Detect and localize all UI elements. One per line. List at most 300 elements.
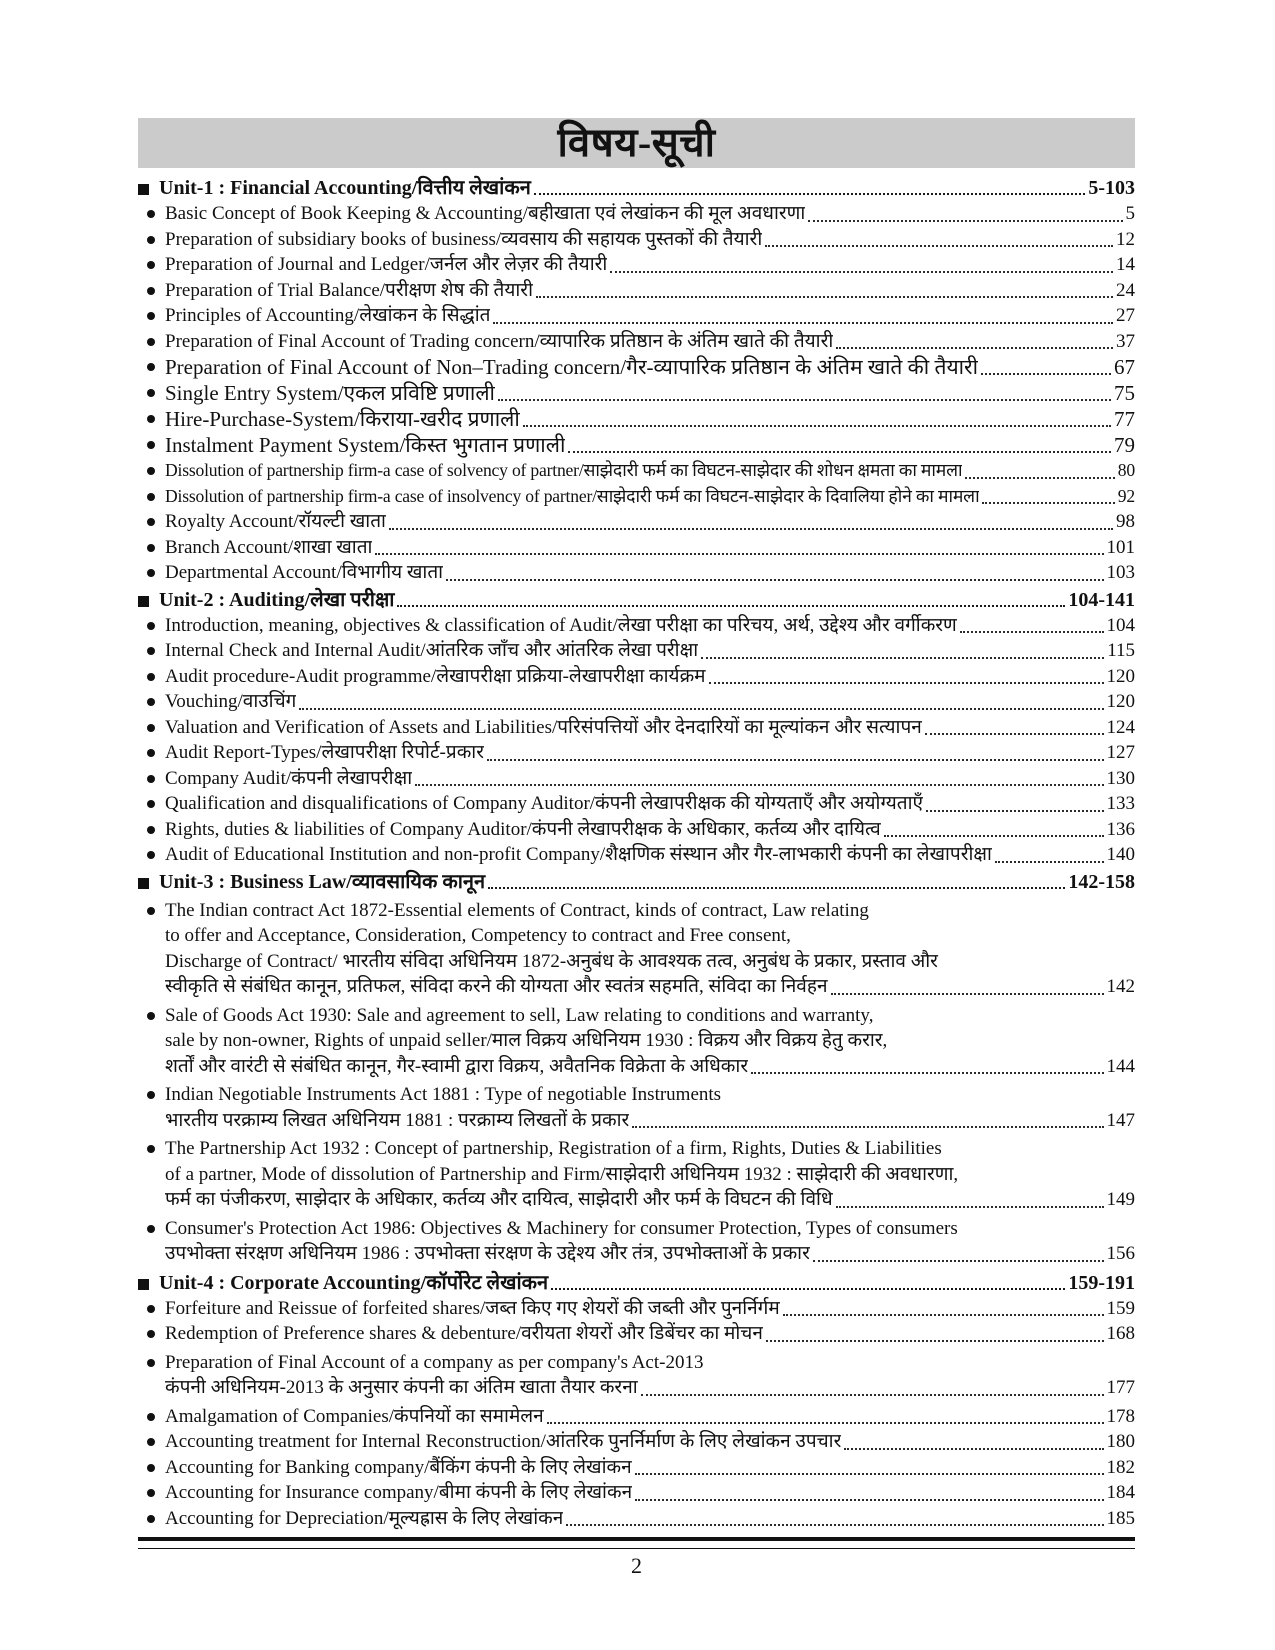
toc-item-text: Preparation of Final Account of Trading concern/व्यापारिक प्रतिष्ठान के अंतिम खाते की तैयारी	[165, 330, 834, 352]
toc-item-text: स्वीकृति से संबंधित कानून, प्रतिफल, संविदा करने की योग्यता और स्वतंत्र सहमति, संविदा का निर्वहन	[165, 976, 828, 997]
toc-item-page: 27	[1116, 305, 1135, 326]
toc-item-text: Audit Report-Types/लेखापरीक्षा रिपोर्ट-प्रकार	[165, 742, 484, 763]
toc-item-lastline	[165, 664, 1135, 690]
toc-item-lastline	[165, 1404, 1135, 1430]
bullet-icon	[138, 1216, 165, 1267]
toc-item-body	[165, 689, 1135, 715]
toc-item	[138, 303, 1135, 329]
dot-leader	[415, 783, 1103, 786]
toc-item-body	[165, 329, 1135, 355]
toc-item-page: 159	[1106, 1297, 1135, 1319]
unit-heading	[138, 175, 1135, 201]
dot-leader	[547, 1421, 1104, 1424]
toc-item-body	[165, 1404, 1135, 1430]
toc-item-body	[165, 766, 1135, 792]
toc-item	[138, 432, 1135, 458]
dot-leader	[808, 219, 1122, 222]
toc-item	[138, 715, 1135, 741]
toc-item-page: 120	[1106, 691, 1135, 712]
toc-item	[138, 842, 1135, 868]
toc-item-text: Departmental Account/विभागीय खाता	[165, 562, 444, 583]
toc-item-lastline	[165, 303, 1135, 329]
bullet-icon	[138, 406, 165, 432]
bullet-icon	[138, 432, 165, 458]
dot-leader	[844, 1447, 1103, 1450]
bullet-icon	[138, 354, 165, 380]
toc-item-body	[165, 380, 1135, 406]
toc-item-text: Accounting for Insurance company/बीमा कंपनी के लिए लेखांकन	[165, 1482, 633, 1503]
dot-leader	[995, 860, 1104, 863]
toc-item-body	[165, 406, 1135, 432]
toc-item-text: Amalgamation of Companies/कंपनियों का समामेलन	[165, 1405, 544, 1427]
toc-item-text: Company Audit/कंपनी लेखापरीक्षा	[165, 767, 413, 789]
dot-leader	[610, 270, 1113, 273]
toc-item-text: Accounting for Banking company/बैंकिंग कंपनी के लिए लेखांकन	[165, 1456, 632, 1478]
unit-heading	[138, 587, 1135, 613]
bullet-icon	[138, 1296, 165, 1322]
dot-leader	[709, 681, 1104, 684]
toc-item-page: 178	[1106, 1405, 1135, 1427]
dot-leader	[765, 244, 1113, 247]
toc-item-page: 77	[1114, 407, 1135, 431]
toc-item-body	[165, 354, 1135, 380]
toc-item-page: 180	[1106, 1431, 1135, 1452]
toc-item-line: of a partner, Mode of dissolution of Partnership and Firm/साझेदारी अधिनियम 1932 : साझेदारी की अवधारणा,	[165, 1163, 959, 1185]
toc-item	[138, 740, 1135, 766]
bullet-icon	[138, 638, 165, 664]
toc-item	[138, 689, 1135, 715]
unit-page-range: 104-141	[1068, 588, 1135, 611]
toc-item-lastline	[165, 1241, 1135, 1267]
bullet-icon	[138, 740, 165, 766]
dot-leader	[493, 321, 1113, 324]
toc-item-body	[165, 791, 1135, 817]
bullet-icon	[138, 613, 165, 639]
page-number: 2	[631, 1553, 642, 1578]
toc-item	[138, 227, 1135, 253]
toc-item-text: Accounting for Depreciation/मूल्यह्रास के लिए लेखांकन	[165, 1507, 564, 1529]
toc-item-lastline	[165, 509, 1135, 535]
toc-item-page: 120	[1106, 665, 1135, 687]
toc-item-text: Instalment Payment System/किस्त भुगतान प्रणाली	[165, 433, 566, 457]
bullet-icon	[138, 560, 165, 586]
page-title-banner	[138, 118, 1135, 168]
toc-item-body	[165, 1350, 1135, 1401]
dot-leader	[568, 450, 1111, 453]
bullet-icon	[138, 1003, 165, 1080]
bullet-icon	[138, 509, 165, 535]
dot-leader	[299, 707, 1103, 710]
toc-item-body	[165, 1082, 1135, 1133]
toc-item	[138, 1506, 1135, 1532]
toc-item-line: Preparation of Final Account of a company as per company's Act-2013	[165, 1351, 704, 1373]
toc-item-line: The Indian contract Act 1872-Essential elements of Contract, kinds of contract, Law relating	[165, 899, 869, 921]
toc-item-text: Principles of Accounting/लेखांकन के सिद्धांत	[165, 305, 491, 326]
toc-item	[138, 766, 1135, 792]
toc-item	[138, 1136, 1135, 1213]
toc-item-body	[165, 1506, 1135, 1532]
toc-item-body	[165, 898, 1135, 1000]
toc-item	[138, 1350, 1135, 1401]
toc-item	[138, 278, 1135, 304]
unit-square-icon	[138, 587, 159, 613]
toc-item-lastline	[165, 252, 1135, 278]
unit-square-icon	[138, 175, 159, 201]
toc-item-text: Basic Concept of Book Keeping & Accounting/बहीखाता एवं लेखांकन की मूल अवधारणा	[165, 203, 806, 224]
dot-leader	[836, 1205, 1104, 1208]
bullet-icon	[138, 1321, 165, 1347]
bullet-icon	[138, 252, 165, 278]
toc-item	[138, 1455, 1135, 1481]
toc-item-page: 136	[1106, 818, 1135, 840]
toc-item-page: 130	[1106, 767, 1135, 789]
toc-item-lastline	[165, 638, 1135, 664]
toc-item-lastline	[165, 1321, 1135, 1347]
toc-item-page: 168	[1106, 1323, 1135, 1344]
toc-item-text: Royalty Account/रॉयल्टी खाता	[165, 511, 386, 532]
toc-item-lastline	[165, 1054, 1135, 1080]
bullet-icon	[138, 1506, 165, 1532]
toc-item-text: Audit of Educational Institution and non-profit Company/शैक्षणिक संस्थान और गैर-लाभकारी कंपनी का लेखापरीक्षा	[165, 844, 992, 865]
toc-item-lastline	[165, 432, 1135, 458]
bullet-icon	[138, 201, 165, 227]
toc-item-body	[165, 1321, 1135, 1347]
toc-item-lastline	[165, 1480, 1135, 1506]
toc-item-lastline	[165, 458, 1135, 484]
toc-item-page: 144	[1106, 1055, 1135, 1077]
toc-item-page: 5	[1125, 203, 1135, 224]
dot-leader	[751, 1071, 1103, 1074]
toc-item-body	[165, 817, 1135, 843]
toc-item-lastline	[165, 484, 1135, 510]
dot-leader	[960, 630, 1104, 633]
toc-item-text: Redemption of Preference shares & debenture/वरीयता शेयरों और डिबेंचर का मोचन	[165, 1323, 763, 1344]
unit-page-range: 5-103	[1088, 177, 1135, 199]
toc-item-body	[165, 715, 1135, 741]
toc-item-page: 75	[1114, 381, 1135, 405]
toc-item	[138, 1429, 1135, 1455]
toc-item	[138, 817, 1135, 843]
toc-item-text: Introduction, meaning, objectives & classification of Audit/लेखा परीक्षा का परिचय, अर्थ, उद्देश्य और वर्गीकरण	[165, 614, 957, 636]
unit-title: Unit-2 : Auditing/लेखा परीक्षा	[159, 588, 395, 611]
toc-item-lastline	[165, 689, 1135, 715]
dot-leader	[498, 398, 1111, 401]
footer-rule	[138, 1537, 1135, 1549]
toc-item-text: Forfeiture and Reissue of forfeited shares/जब्त किए गए शेयरों की जब्ती और पुनर्निर्गम	[165, 1297, 780, 1319]
toc-item-body	[165, 1455, 1135, 1481]
bullet-icon	[138, 715, 165, 741]
bullet-icon	[138, 1082, 165, 1133]
toc-item-page: 182	[1106, 1456, 1135, 1478]
toc-item-page: 79	[1114, 433, 1135, 457]
toc-item-text: Rights, duties & liabilities of Company Auditor/कंपनी लेखापरीक्षक के अधिकार, कर्तव्य और दायित्व	[165, 818, 881, 840]
unit-page-range: 159-191	[1068, 1271, 1135, 1294]
toc-item-page: 177	[1106, 1377, 1135, 1398]
dot-leader	[965, 476, 1114, 479]
toc-item-line: The Partnership Act 1932 : Concept of partnership, Registration of a firm, Rights, Duties & Liabilities	[165, 1138, 942, 1159]
toc-item-lastline	[165, 227, 1135, 253]
dot-leader	[446, 578, 1103, 581]
dot-leader	[523, 424, 1111, 427]
toc-item	[138, 1003, 1135, 1080]
toc-item-lastline	[165, 766, 1135, 792]
dot-leader	[926, 809, 1103, 812]
toc-item-body	[165, 509, 1135, 535]
toc-item-page: 185	[1106, 1507, 1135, 1529]
toc-item-page: 149	[1106, 1189, 1135, 1210]
toc-item	[138, 329, 1135, 355]
bullet-icon	[138, 484, 165, 510]
toc-item-body	[165, 303, 1135, 329]
dot-leader	[632, 1125, 1103, 1128]
toc-item-lastline	[165, 1296, 1135, 1322]
dot-leader	[641, 1393, 1104, 1396]
toc-item-body	[165, 638, 1135, 664]
dot-leader	[831, 992, 1104, 995]
toc-item-text: Preparation of subsidiary books of business/व्यवसाय की सहायक पुस्तकों की तैयारी	[165, 228, 763, 250]
toc-item-text: Qualification and disqualifications of Company Auditor/कंपनी लेखापरीक्षक की योग्यताएँ और अयोग्यताएँ	[165, 793, 924, 814]
toc-item-lastline	[165, 1187, 1135, 1213]
toc-item-body	[165, 1136, 1135, 1213]
unit-title: Unit-4 : Corporate Accounting/कॉर्पोरेट लेखांकन	[159, 1271, 549, 1294]
toc-item-body	[165, 432, 1135, 458]
toc-item-page: 67	[1114, 355, 1135, 379]
toc-item-lastline	[165, 560, 1135, 586]
toc-item	[138, 535, 1135, 561]
bullet-icon	[138, 842, 165, 868]
toc-item-text: भारतीय परक्राम्य लिखत अधिनियम 1881 : परक्राम्य लिखतों के प्रकार	[165, 1109, 630, 1131]
dot-leader	[813, 1259, 1104, 1262]
toc-item-page: 14	[1116, 254, 1135, 275]
toc-item	[138, 406, 1135, 432]
toc-item-body	[165, 252, 1135, 278]
toc-item-lastline	[165, 1455, 1135, 1481]
toc-item-body	[165, 842, 1135, 868]
toc-item	[138, 1296, 1135, 1322]
dot-leader	[925, 732, 1104, 735]
toc-item-text: Preparation of Final Account of Non–Trading concern/गैर-व्यापारिक प्रतिष्ठान के अंतिम खाते की तैयारी	[165, 355, 979, 379]
toc-item-lastline	[165, 715, 1135, 741]
toc-item-text: Branch Account/शाखा खाता	[165, 536, 373, 558]
dot-leader	[488, 886, 1065, 889]
toc-item-lastline	[165, 1108, 1135, 1134]
toc-item-page: 147	[1106, 1109, 1135, 1131]
toc-item-body	[165, 1480, 1135, 1506]
bullet-icon	[138, 227, 165, 253]
toc-item-text: उपभोक्ता संरक्षण अधिनियम 1986 : उपभोक्ता संरक्षण के उद्देश्य और तंत्र, उपभोक्ताओं के प्रकार	[165, 1243, 810, 1264]
dot-leader	[701, 656, 1104, 659]
toc-item-body	[165, 1216, 1135, 1267]
bullet-icon	[138, 458, 165, 484]
bullet-icon	[138, 535, 165, 561]
toc-item-lastline	[165, 535, 1135, 561]
toc-item-page: 156	[1106, 1243, 1135, 1264]
toc-item-page: 24	[1116, 279, 1135, 301]
bullet-icon	[138, 1429, 165, 1455]
toc-item-body	[165, 1296, 1135, 1322]
toc-item	[138, 252, 1135, 278]
toc-item-text: Audit procedure-Audit programme/लेखापरीक्षा प्रक्रिया-लेखापरीक्षा कार्यक्रम	[165, 665, 706, 687]
toc-item-lastline	[165, 791, 1135, 817]
toc-item-lastline	[165, 278, 1135, 304]
toc-item-page: 104	[1106, 614, 1135, 636]
toc-item	[138, 484, 1135, 510]
toc-item-text: Single Entry System/एकल प्रविष्टि प्रणाली	[165, 381, 495, 405]
bullet-icon	[138, 1480, 165, 1506]
toc-item-page: 37	[1116, 330, 1135, 352]
toc-item-text: Accounting treatment for Internal Reconstruction/आंतरिक पुनर्निर्माण के लिए लेखांकन उपचार	[165, 1431, 842, 1452]
bullet-icon	[138, 664, 165, 690]
toc-item-page: 80	[1117, 460, 1135, 480]
dot-leader	[536, 295, 1113, 298]
toc-item	[138, 354, 1135, 380]
dot-leader	[766, 1339, 1104, 1342]
toc-item	[138, 201, 1135, 227]
toc-item-page: 92	[1117, 485, 1135, 506]
bullet-icon	[138, 898, 165, 1000]
toc-item-page: 101	[1106, 536, 1135, 558]
unit-title: Unit-3 : Business Law/व्यावसायिक कानून	[159, 870, 486, 893]
bullet-icon	[138, 791, 165, 817]
toc-item-lastline	[165, 740, 1135, 766]
toc-item	[138, 613, 1135, 639]
toc-item-body	[165, 458, 1135, 484]
toc-item-line: Indian Negotiable Instruments Act 1881 : Type of negotiable Instruments	[165, 1084, 722, 1105]
toc-item-lastline	[165, 842, 1135, 868]
toc-item	[138, 1216, 1135, 1267]
dot-leader	[389, 527, 1113, 530]
toc-item-line: Sale of Goods Act 1930: Sale and agreement to sell, Law relating to conditions and warranty,	[165, 1004, 874, 1026]
unit-title: Unit-1 : Financial Accounting/वित्तीय लेखांकन	[159, 177, 531, 199]
unit-heading	[138, 1270, 1135, 1296]
toc-item-body	[165, 201, 1135, 227]
toc-item-body	[165, 613, 1135, 639]
page-title: विषय-सूची	[557, 120, 716, 165]
dot-leader	[982, 501, 1114, 504]
toc-item-body	[165, 664, 1135, 690]
bullet-icon	[138, 817, 165, 843]
toc-item-lastline	[165, 1429, 1135, 1455]
toc-item	[138, 1082, 1135, 1133]
toc-item	[138, 509, 1135, 535]
dot-leader	[551, 1287, 1065, 1290]
toc-item-text: Preparation of Journal and Ledger/जर्नल और लेज़र की तैयारी	[165, 254, 608, 275]
toc-item-lastline	[165, 974, 1135, 1000]
toc-item-text: शर्तों और वारंटी से संबंधित कानून, गैर-स्वामी द्वारा विक्रय, अवैतनिक विक्रेता के अधिकार	[165, 1055, 749, 1077]
dot-leader	[783, 1313, 1104, 1316]
toc-item-page: 140	[1106, 844, 1135, 865]
toc-item-body	[165, 227, 1135, 253]
toc-item-body	[165, 560, 1135, 586]
bullet-icon	[138, 303, 165, 329]
toc-item-lastline	[165, 380, 1135, 406]
bullet-icon	[138, 1404, 165, 1430]
toc-item-lastline	[165, 354, 1135, 380]
dot-leader	[534, 192, 1086, 195]
toc-item-body	[165, 484, 1135, 510]
toc-item-line: sale by non-owner, Rights of unpaid seller/माल विक्रय अधिनियम 1930 : विक्रय और विक्रय हेतु करार,	[165, 1030, 888, 1051]
toc-item-page: 133	[1106, 793, 1135, 814]
toc-item-lastline	[165, 613, 1135, 639]
toc-item-page: 103	[1106, 562, 1135, 583]
toc-item-text: Hire-Purchase-System/किराया-खरीद प्रणाली	[165, 407, 520, 431]
toc-item-lastline	[165, 406, 1135, 432]
toc-item	[138, 380, 1135, 406]
bullet-icon	[138, 329, 165, 355]
toc-item-line: Consumer's Protection Act 1986: Objectives & Machinery for consumer Protection, Types of consumers	[165, 1217, 958, 1239]
dot-leader	[635, 1498, 1103, 1501]
toc-item-page: 98	[1116, 511, 1135, 532]
bullet-icon	[138, 689, 165, 715]
dot-leader	[566, 1523, 1103, 1526]
unit-heading	[138, 869, 1135, 895]
toc-item	[138, 1480, 1135, 1506]
unit-square-icon	[138, 1270, 159, 1296]
toc-item-page: 184	[1106, 1482, 1135, 1503]
toc-item-lastline	[165, 1375, 1135, 1401]
toc-item	[138, 458, 1135, 484]
toc-item	[138, 898, 1135, 1000]
toc-item-body	[165, 535, 1135, 561]
toc-item-body	[165, 1003, 1135, 1080]
toc-item	[138, 1404, 1135, 1430]
toc-item-text: Preparation of Trial Balance/परीक्षण शेष की तैयारी	[165, 279, 534, 301]
bullet-icon	[138, 380, 165, 406]
toc-item-body	[165, 278, 1135, 304]
dot-leader	[487, 758, 1104, 761]
toc-item-text: Vouching/वाउचिंग	[165, 691, 297, 712]
toc-item-body	[165, 740, 1135, 766]
toc-item-text: फर्म का पंजीकरण, साझेदार के अधिकार, कर्तव्य और दायित्व, साझेदारी और फर्म के विघटन की विधि	[165, 1189, 833, 1210]
toc-item-body	[165, 1429, 1135, 1455]
toc-item-lastline	[165, 1506, 1135, 1532]
dot-leader	[635, 1472, 1104, 1475]
toc-item-text: Dissolution of partnership firm-a case of insolvency of partner/साझेदारी फर्म का विघटन-साझेदार के दिवालिया होने का मामला	[165, 485, 980, 506]
dot-leader	[375, 552, 1103, 555]
toc-item	[138, 791, 1135, 817]
toc-item-page: 115	[1107, 640, 1135, 661]
toc-item-line: to offer and Acceptance, Consideration, Competency to contract and Free consent,	[165, 925, 791, 946]
toc-item-page: 12	[1116, 228, 1135, 250]
bullet-icon	[138, 1350, 165, 1401]
toc-item	[138, 1321, 1135, 1347]
dot-leader	[981, 372, 1111, 375]
toc-item-lastline	[165, 329, 1135, 355]
dot-leader	[836, 346, 1113, 349]
toc-item	[138, 560, 1135, 586]
toc-list	[138, 175, 1135, 1531]
dot-leader	[397, 604, 1065, 607]
toc-item	[138, 638, 1135, 664]
dot-leader	[884, 834, 1104, 837]
toc-item-lastline	[165, 817, 1135, 843]
toc-item-text: Internal Check and Internal Audit/आंतरिक जाँच और आंतरिक लेखा परीक्षा	[165, 640, 699, 661]
toc-item-text: Valuation and Verification of Assets and Liabilities/परिसंपत्तियों और देनदारियों का मूल्यांकन और सत्यापन	[165, 716, 922, 738]
toc-item-lastline	[165, 201, 1135, 227]
bullet-icon	[138, 1136, 165, 1213]
bullet-icon	[138, 766, 165, 792]
toc-item-text: Dissolution of partnership firm-a case of solvency of partner/साझेदारी फर्म का विघटन-साझेदार की शोधन क्षमता का मामला	[165, 460, 963, 480]
toc-item-page: 124	[1106, 716, 1135, 738]
bullet-icon	[138, 1455, 165, 1481]
toc-item-page: 142	[1106, 976, 1135, 997]
bullet-icon	[138, 278, 165, 304]
toc-item-line: Discharge of Contract/ भारतीय संविदा अधिनियम 1872-अनुबंध के आवश्यक तत्व, अनुबंध के प्रकार, प्रस्ताव और	[165, 950, 938, 972]
toc-item-page: 127	[1106, 742, 1135, 763]
toc-item-text: कंपनी अधिनियम-2013 के अनुसार कंपनी का अंतिम खाता तैयार करना	[165, 1377, 638, 1398]
unit-square-icon	[138, 869, 159, 895]
toc-item	[138, 664, 1135, 690]
